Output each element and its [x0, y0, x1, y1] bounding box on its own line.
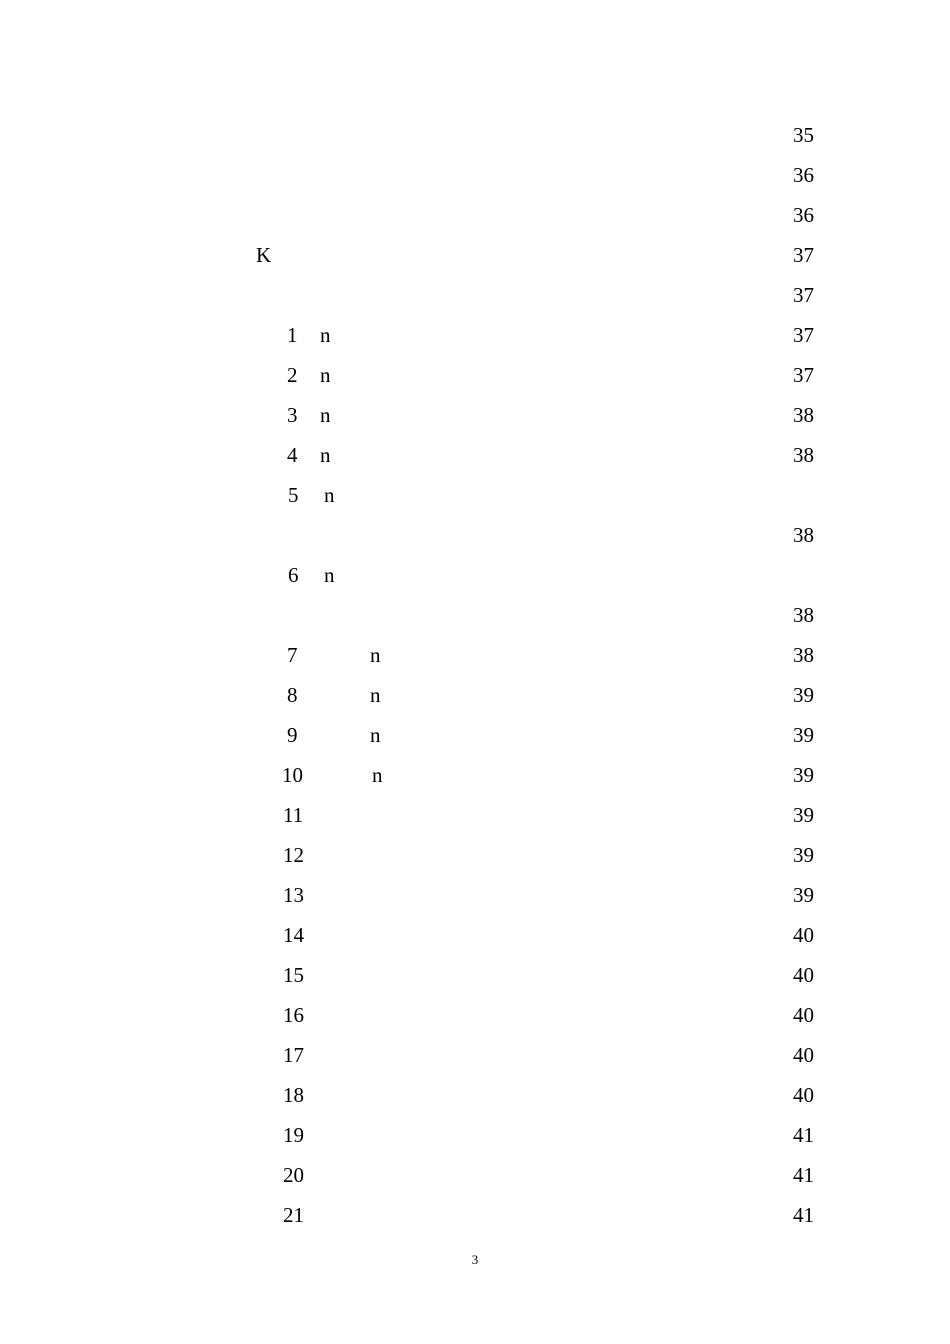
toc-entry-marker: n — [320, 363, 331, 387]
toc-entry[interactable] — [0, 795, 950, 835]
toc-entry-number: 11 — [283, 803, 304, 827]
toc-entry-number: 20 — [283, 1163, 304, 1187]
toc-entry[interactable] — [0, 755, 950, 795]
toc-entry-marker: n — [372, 763, 383, 787]
toc-entry-marker: n — [324, 483, 335, 507]
toc-entry-page: 38 — [793, 523, 814, 547]
toc-entry[interactable] — [0, 635, 950, 675]
toc-entry-page: 40 — [793, 923, 814, 947]
toc-entry-page: 38 — [793, 643, 814, 667]
toc-entry-number: 15 — [283, 963, 304, 987]
toc-entry-marker: K — [256, 243, 272, 267]
toc-entry-page: 38 — [793, 603, 814, 627]
toc-entry-number: 21 — [283, 1203, 304, 1227]
toc-entry-number: 8 — [287, 683, 298, 707]
toc-entry-number: 14 — [283, 923, 304, 947]
toc-entry[interactable] — [0, 1035, 950, 1075]
toc-entry[interactable] — [0, 275, 950, 315]
toc-entry[interactable] — [0, 915, 950, 955]
toc-entry[interactable] — [0, 235, 950, 275]
toc-entry-page: 39 — [793, 763, 814, 787]
toc-entry[interactable] — [0, 1075, 950, 1115]
toc-entry-page: 37 — [793, 363, 814, 387]
toc-entry-page: 40 — [793, 963, 814, 987]
toc-entry-marker: n — [370, 643, 381, 667]
toc-entry-page: 40 — [793, 1083, 814, 1107]
toc-entry-page: 39 — [793, 803, 814, 827]
toc-entry-number: 3 — [287, 403, 298, 427]
toc-entry-marker: n — [324, 563, 335, 587]
toc-entry[interactable] — [0, 1155, 950, 1195]
toc-entry-number: 13 — [283, 883, 304, 907]
toc-entry-page: 39 — [793, 723, 814, 747]
toc-entry-page: 37 — [793, 283, 814, 307]
toc-entry-page: 39 — [793, 843, 814, 867]
toc-entry-page: 40 — [793, 1003, 814, 1027]
toc-entry-number: 2 — [287, 363, 298, 387]
toc-entry-number: 18 — [283, 1083, 304, 1107]
toc-entry-number: 17 — [283, 1043, 304, 1067]
toc-entry-marker: n — [370, 683, 381, 707]
toc-entry-page: 40 — [793, 1043, 814, 1067]
toc-entry-page: 41 — [793, 1203, 814, 1227]
toc-entry-page: 39 — [793, 883, 814, 907]
toc-entry[interactable] — [0, 715, 950, 755]
toc-entry-number: 9 — [287, 723, 298, 747]
toc-entry[interactable] — [0, 555, 950, 595]
toc-entry[interactable] — [0, 315, 950, 355]
toc-entry[interactable] — [0, 515, 950, 555]
toc-entry[interactable] — [0, 355, 950, 395]
toc-entry[interactable] — [0, 475, 950, 515]
toc-entry[interactable] — [0, 195, 950, 235]
toc-entry[interactable] — [0, 395, 950, 435]
toc-entry-number: 19 — [283, 1123, 304, 1147]
toc-entry-page: 38 — [793, 443, 814, 467]
toc-entry-page: 36 — [793, 163, 814, 187]
toc-entry[interactable] — [0, 155, 950, 195]
toc-entry-number: 7 — [287, 643, 298, 667]
toc-entry[interactable] — [0, 1115, 950, 1155]
toc-entry-marker: n — [320, 403, 331, 427]
toc-entry[interactable] — [0, 835, 950, 875]
toc-entry[interactable] — [0, 435, 950, 475]
toc-entry[interactable] — [0, 115, 950, 155]
toc-entry-page: 41 — [793, 1123, 814, 1147]
toc-entry-marker: n — [370, 723, 381, 747]
toc-entry-marker: n — [320, 323, 331, 347]
toc-entry-page: 36 — [793, 203, 814, 227]
toc-entry-page: 35 — [793, 123, 814, 147]
toc-entry-number: 1 — [287, 323, 298, 347]
toc-entry-marker: n — [320, 443, 331, 467]
toc-entry[interactable] — [0, 1195, 950, 1235]
toc-entry[interactable] — [0, 995, 950, 1035]
toc-entry-number: 5 — [288, 483, 299, 507]
toc-entry-number: 6 — [288, 563, 299, 587]
toc-entry[interactable] — [0, 955, 950, 995]
toc-entry[interactable] — [0, 595, 950, 635]
toc-entry-page: 38 — [793, 403, 814, 427]
toc-entry[interactable] — [0, 675, 950, 715]
toc-entry[interactable] — [0, 875, 950, 915]
toc-entry-page: 39 — [793, 683, 814, 707]
page-number: 3 — [471, 1252, 479, 1267]
toc-entry-page: 37 — [793, 323, 814, 347]
toc-entry-number: 12 — [283, 843, 304, 867]
toc-entry-page: 37 — [793, 243, 814, 267]
toc-entry-page: 41 — [793, 1163, 814, 1187]
toc-entry-number: 4 — [287, 443, 298, 467]
toc-entry-number: 16 — [283, 1003, 304, 1027]
toc-entry-number: 10 — [282, 763, 303, 787]
